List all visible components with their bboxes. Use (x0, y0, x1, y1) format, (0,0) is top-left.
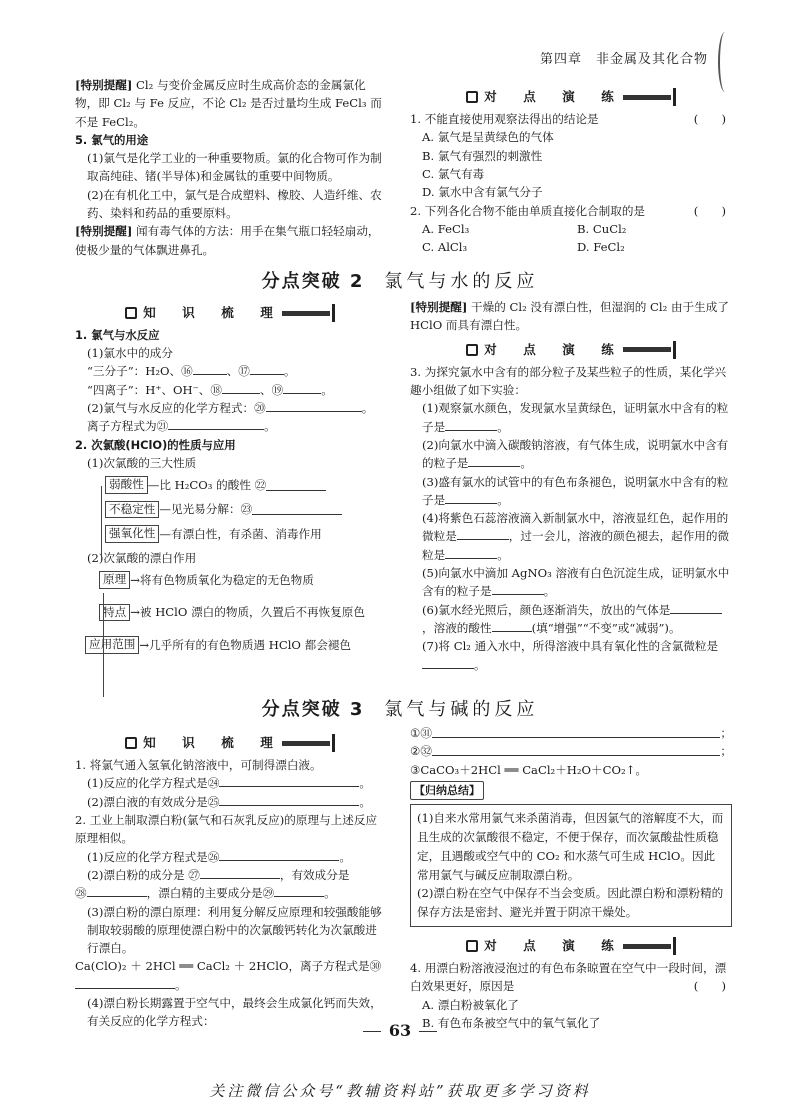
property-row: 不稳定性 —见光易分解：㉓ (105, 500, 385, 518)
fill-line: (2)氯气与水反应的化学方程式：⑳ 。 (87, 400, 374, 415)
tip-label: [特别提醒] (75, 224, 133, 239)
fill-line: (2)漂白液的有效成分是㉕ 。 (87, 794, 371, 809)
reaction-line: ②㉜ ； (410, 744, 732, 759)
tip-1 (75, 76, 385, 131)
option: A. 漂白粉被氧化了 (422, 997, 519, 1012)
fill-line: (6)氯水经光照后，颜色逐渐消失，放出的气体是，溶液的酸性 (填“增强”“不变”或“减弱”)。 (410, 601, 732, 638)
option: A. 氯气是呈黄绿色的气体 (422, 130, 554, 145)
summary-box (410, 804, 732, 927)
section-3-title: 分点突破 3 氯气与碱的反应 (261, 699, 539, 720)
fill-line: “三分子”：H₂O、⑯ 、⑰ 。 (87, 364, 296, 379)
fill-line: (2)漂白粉的成分是 ㉗ ，有效成分是 (87, 867, 350, 882)
fill-line: ㉘ ，漂白精的主要成分是㉙ 。 (75, 886, 336, 901)
section-icon (125, 307, 137, 319)
chapter-header: 第四章 非金属及其化合物 (540, 52, 709, 67)
option: B. 有色布条被空气中的氧气氧化了 (422, 1015, 601, 1030)
top-left-column (75, 76, 385, 259)
section-icon (466, 91, 478, 103)
reaction-line: ③CaCO₃＋2HCl ══ CaCl₂＋H₂O＋CO₂↑。 (410, 762, 647, 777)
subheading: 1. 氯气与水反应 (75, 328, 160, 342)
fill-line: (5)向氯水中滴加 AgNO₃ 溶液有白色沉淀生成，证明氯水中含有的粒子是 。 (422, 566, 730, 599)
fill-line: (1)反应的化学方程式是㉖ 。 (87, 849, 351, 864)
top-right-column (410, 84, 732, 257)
section-2-left (75, 300, 385, 660)
section-icon (125, 737, 137, 749)
summary-label: 【归纳总结】 (410, 781, 484, 800)
question-4: 4. 用漂白粉溶液浸泡过的有色布条晾置在空气中一段时间，漂白效果更好，原因是 ( ) (410, 961, 727, 994)
paragraph: (3)漂白粉的漂白原理：利用复分解反应原理和较强酸能够制取较弱酸的原理使漂白粉中的次氯酸钙转化为次氯酸进行漂白。 (87, 904, 382, 956)
knowledge-header: 知 识 梳 理 (75, 300, 385, 326)
tip-3: [特别提醒] 干燥的 Cl₂ 没有漂白性，但湿润的 Cl₂ 由于生成了 HClO 而具有漂白性。 (410, 300, 729, 333)
property-diagram (75, 476, 385, 543)
fill-line: (4)将紫色石蕊溶液滴入新制氯水中，溶液显红色，起作用的微粒是 ，过一会儿，溶液的颜色褪去，起作用的微粒是 。 (422, 511, 730, 562)
fill-line: (1)观察氯水颜色，发现氯水呈黄绿色，证明氯水中含有的粒子是 。 (422, 401, 729, 434)
section-icon (466, 344, 478, 356)
section-icon (466, 940, 478, 952)
paragraph: (4)漂白粉长期露置于空气中，最终会生成氯化钙而失效，有关反应的化学方程式： (87, 996, 382, 1029)
paragraph: (1)氯水中的成分 (87, 346, 173, 361)
subheading: 5. 氯气的用途 (75, 132, 149, 147)
paragraph: (2)次氯酸的漂白作用 (87, 550, 197, 565)
fill-line: (7)将 Cl₂ 通入水中，所得溶液中具有氧化性的含氯微粒是。 (422, 639, 719, 672)
section-2-title: 分点突破 2 氯气与水的反应 (261, 271, 539, 292)
tip-text: 闻有毒气体的方法：用手在集气瓶口轻轻扇动，使极少量的气体飘进鼻孔。 (75, 224, 380, 257)
property-row: 弱酸性 —比 H₂CO₃ 的酸性 ㉒ (105, 476, 385, 494)
knowledge-header: 知 识 梳 理 (75, 730, 385, 756)
fill-line: (3)盛有氯水的试管中的有色布条褪色，说明氯水中含有的粒子是 。 (422, 474, 729, 507)
tip-label: [特别提醒] (75, 78, 133, 92)
fill-line: (1)反应的化学方程式是㉔ 。 (87, 776, 371, 791)
question-1: 1. 不能直接使用观察法得出的结论是 ( ) (410, 112, 726, 126)
bleach-row: 原理 →将有色物质氧化为稳定的无色物质 (99, 571, 385, 589)
section-3-left (75, 730, 385, 1031)
reaction-line: ①㉛ ； (410, 726, 732, 740)
section-3-right (410, 724, 732, 1032)
tip-2 (75, 222, 385, 259)
property-row: 强氧化性 —有漂白性，有杀菌、消毒作用 (105, 525, 385, 543)
fill-line: Ca(ClO)₂ ＋ 2HCl ══ CaCl₂ ＋ 2HClO，离子方程式是㉚。 (75, 959, 382, 992)
option: D. 氯水中含有氯气分子 (422, 185, 543, 200)
page-number: 63 (0, 1018, 800, 1043)
fill-line: “四离子”：H⁺、OH⁻、⑱ 、⑲ 。 (87, 382, 333, 397)
header-decoration (718, 32, 732, 92)
paragraph: (2)漂白粉在空气中保存不当会变质。因此漂白粉和漂粉精的保存方法是密封、避光并置于阴凉干燥处。 (417, 886, 724, 920)
options-row: C. AlCl₃ D. FeCl₂ (422, 240, 625, 255)
fill-line: 离子方程式为㉑ 。 (87, 419, 276, 434)
bleach-diagram (75, 571, 385, 654)
practice-header: 对 点 演 练 (410, 933, 732, 959)
practice-header: 对 点 演 练 (410, 337, 732, 363)
fill-line: (2)向氯水中滴入碳酸钠溶液，有气体生成，说明氯水中含有的粒子是 。 (422, 437, 729, 471)
paragraph: 2. 工业上制取漂白粉(氯气和石灰乳反应)的原理与上述反应原理相似。 (75, 812, 378, 846)
options-row: A. FeCl₃ B. CuCl₂ (422, 221, 627, 236)
paragraph: (1)自来水常用氯气来杀菌消毒，但因氯气的溶解度不大，而且生成的次氯酸很不稳定，不便于保存，而次氯酸盐性质稳定，且遇酸或空气中的 CO₂ 和水蒸气可生成 HClO。因此常用氯气与碱反应制取漂白粉。 (417, 811, 724, 882)
practice-header: 对 点 演 练 (410, 84, 732, 110)
paragraph: (2)在有机化工中，氯气是合成塑料、橡胶、人造纤维、农药、染料和药品的重要原料。 (87, 187, 382, 220)
option: B. 氯气有强烈的刺激性 (422, 148, 543, 163)
option: C. 氯气有毒 (422, 166, 485, 181)
paragraph: 1. 将氯气通入氢氧化钠溶液中，可制得漂白液。 (75, 758, 322, 772)
footer-note: 关注微信公众号“教辅资料站”获取更多学习资料 (209, 1082, 591, 1100)
tip-text: Cl₂ 与变价金属反应时生成高价态的金属氯化物，即 Cl₂ 与 Fe 反应，不论 Cl₂ 是否过量均生成 FeCl₃ 而不是 FeCl₂。 (75, 78, 382, 129)
paragraph: (1)氯气是化学工业的一种重要物质。氯的化合物可作为制取高纯硅、锗(半导体)和金属钛的重要中间物质。 (87, 150, 382, 184)
section-2-right (410, 298, 732, 674)
question-3: 3. 为探究氯水中含有的部分粒子及某些粒子的性质，某化学兴趣小组做了如下实验： (410, 364, 727, 397)
paragraph: (1)次氯酸的三大性质 (87, 455, 197, 470)
subheading: 2. 次氯酸(HClO)的性质与应用 (75, 437, 236, 452)
bleach-row: 特点 →被 HClO 漂白的物质，久置后不再恢复原色 (99, 603, 385, 621)
question-2: 2. 下列各化合物不能由单质直接化合制取的是 ( ) (410, 203, 726, 218)
bleach-row: 应用范围 →几乎所有的有色物质遇 HClO 都会褪色 (85, 636, 385, 654)
